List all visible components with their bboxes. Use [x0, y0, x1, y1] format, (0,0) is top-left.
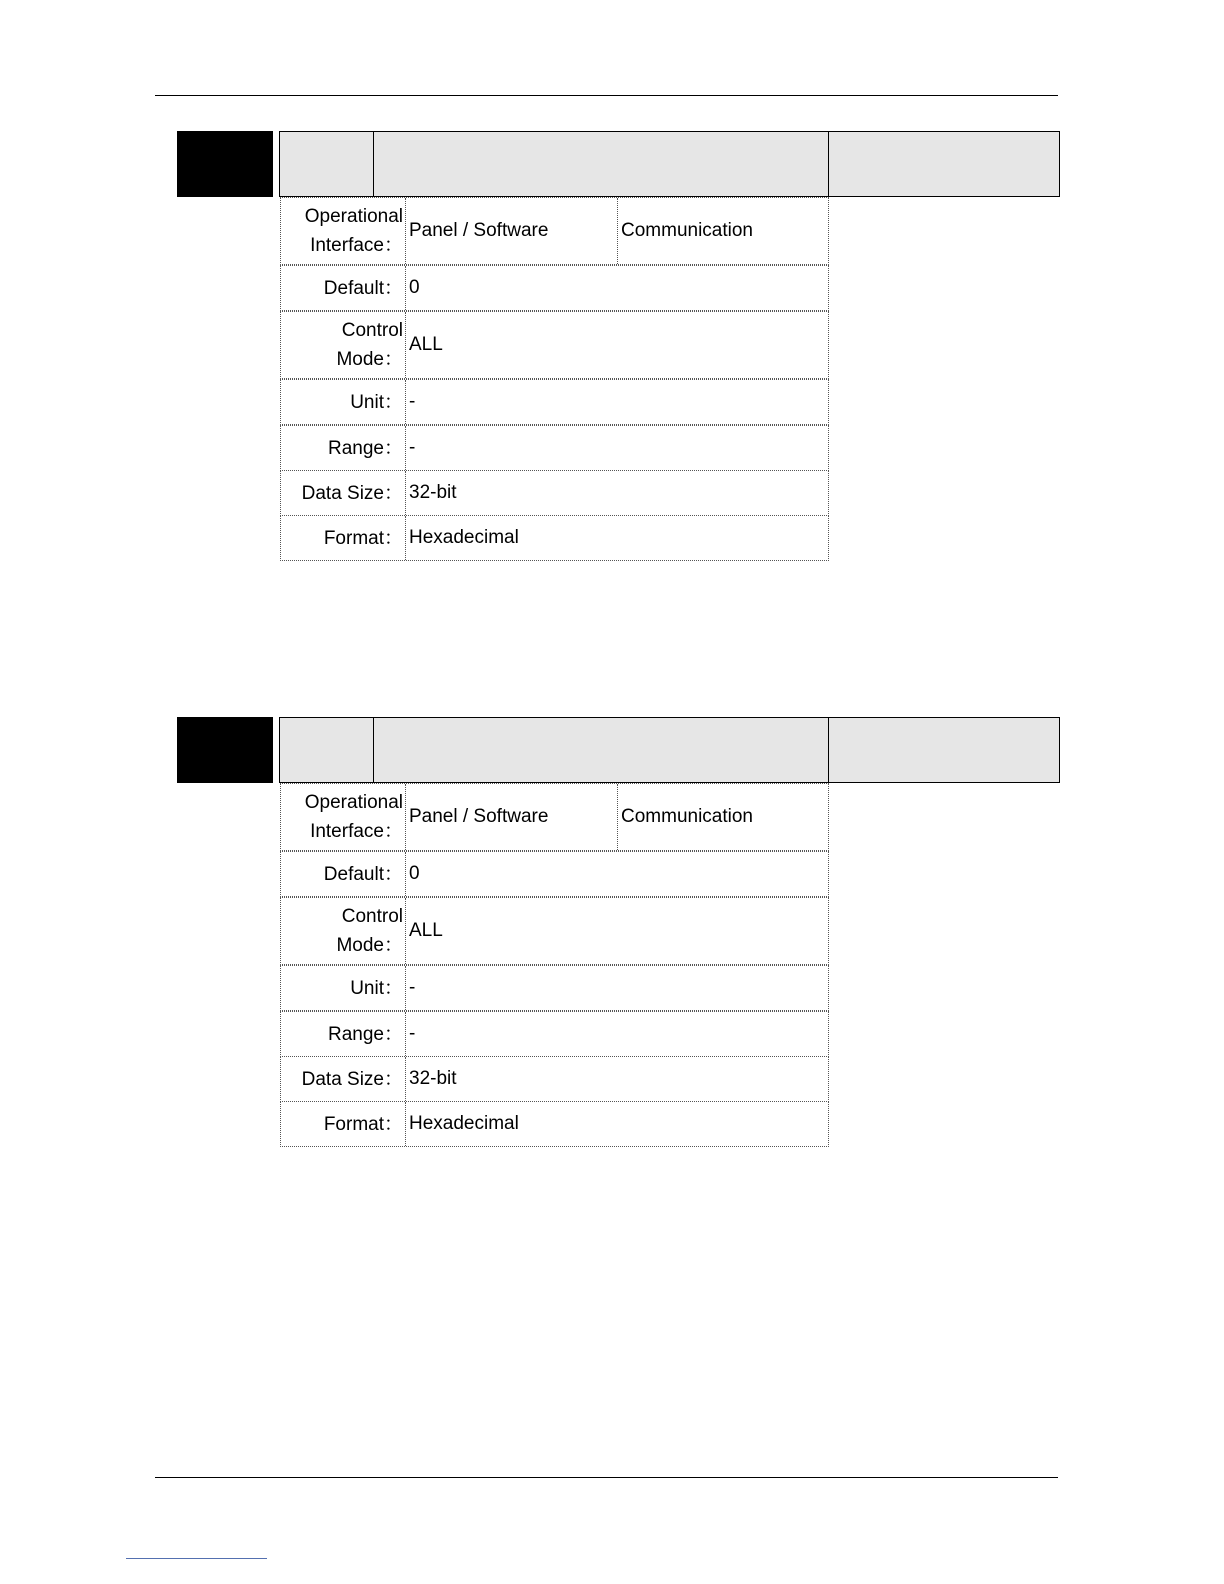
- control-mode-value: ALL: [409, 920, 443, 941]
- data-size-value: 32-bit: [409, 482, 457, 503]
- row-default: [280, 851, 829, 897]
- unit-value: -: [409, 391, 416, 412]
- default-value: 0: [409, 863, 420, 884]
- data-size-label: Data Size：: [301, 482, 403, 504]
- unit-label: Unit：: [350, 391, 403, 413]
- row-control-mode: [280, 311, 829, 379]
- interface-label-line2: Interface：: [310, 235, 403, 256]
- unit-label: Unit：: [350, 977, 403, 999]
- row-unit: [280, 965, 829, 1011]
- unit-value: -: [409, 977, 416, 998]
- row-format: [280, 515, 829, 561]
- row-data-size: [280, 470, 829, 516]
- range-value: -: [409, 437, 416, 458]
- control-label-line2: Mode：: [336, 935, 403, 956]
- parameter-code-tab: [177, 717, 273, 783]
- header-rule: [155, 95, 1058, 96]
- range-value: -: [409, 1023, 416, 1044]
- default-label: Default：: [323, 863, 403, 885]
- row-unit: [280, 379, 829, 425]
- interface-value-communication: Communication: [621, 806, 753, 827]
- interface-label-line1: Operational: [304, 792, 403, 813]
- parameter-code-tab: [177, 131, 273, 197]
- interface-value-panel: Panel / Software: [409, 806, 549, 827]
- control-label-line1: Control: [341, 906, 403, 927]
- control-mode-value: ALL: [409, 334, 443, 355]
- data-size-label: Data Size：: [301, 1068, 403, 1090]
- data-size-value: 32-bit: [409, 1068, 457, 1089]
- row-range: [280, 1011, 829, 1057]
- format-value: Hexadecimal: [409, 527, 519, 548]
- format-label: Format：: [323, 527, 403, 549]
- format-value: Hexadecimal: [409, 1113, 519, 1134]
- control-label-line1: Control: [341, 320, 403, 341]
- interface-label-line1: Operational: [304, 206, 403, 227]
- parameter-header-bar: [279, 717, 1060, 783]
- row-interface: [280, 783, 829, 851]
- interface-value-communication: Communication: [621, 220, 753, 241]
- row-control-mode: [280, 897, 829, 965]
- control-label-line2: Mode：: [336, 349, 403, 370]
- footer-rule: [155, 1477, 1058, 1478]
- interface-label-line2: Interface：: [310, 821, 403, 842]
- range-label: Range：: [328, 437, 403, 459]
- parameter-block-1: [0, 131, 1224, 571]
- row-data-size: [280, 1056, 829, 1102]
- default-label: Default：: [323, 277, 403, 299]
- row-format: [280, 1101, 829, 1147]
- default-value: 0: [409, 277, 420, 298]
- interface-value-panel: Panel / Software: [409, 220, 549, 241]
- parameter-block-2: [0, 717, 1224, 1157]
- format-label: Format：: [323, 1113, 403, 1135]
- row-interface: [280, 197, 829, 265]
- range-label: Range：: [328, 1023, 403, 1045]
- parameter-header-bar: [279, 131, 1060, 197]
- footer-link-underline[interactable]: [126, 1558, 267, 1559]
- row-range: [280, 425, 829, 471]
- row-default: [280, 265, 829, 311]
